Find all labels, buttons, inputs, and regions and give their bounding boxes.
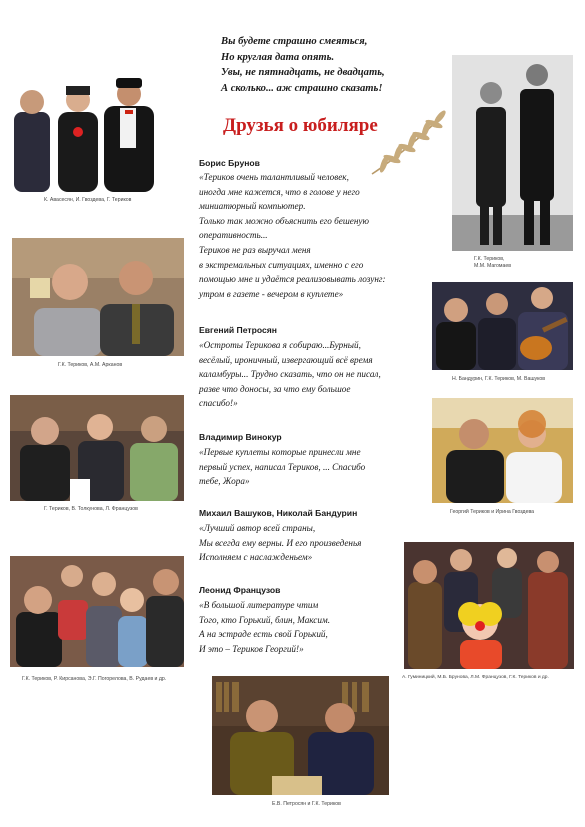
author-name: Леонид Французов [199, 585, 281, 595]
quote-line: оперативность... [199, 230, 268, 241]
photo-caption: Г.К. Териков, А.М. Арканов [58, 362, 123, 368]
photo-illustration [12, 238, 184, 356]
poem [221, 34, 431, 96]
photo-illustration [404, 542, 574, 669]
page-title: Друзья о юбиляре [223, 115, 378, 136]
quote-line: Мы всегда ему верны. И его произведенья [199, 537, 362, 548]
photo-illustration [10, 556, 184, 667]
quote-line: весёлый, ироничный, извергающий всё время [199, 354, 373, 365]
photo-caption: А. Гуминицкий, М.Б. Брунова, Л.М. Французов, Г.К. Териков и др. [402, 675, 549, 680]
photo-illustration [452, 55, 573, 251]
photo-caption: К. Авасесян, И. Гвоздева, Г. Териков [44, 197, 132, 203]
poem-line: Увы, не пятнадцать, не двадцать, [221, 67, 385, 79]
quote-line: Только так можно объяснить его бешеную [199, 215, 369, 226]
photo-illustration [10, 395, 184, 501]
photo-bandurin-terikov-vashukov [432, 282, 573, 370]
photo-caption: Е.В. Петросян и Г.К. Териков [272, 801, 341, 807]
quote-line: Териков не раз выручал меня [199, 244, 311, 255]
quote-line: «Лучший автор всей страны, [199, 523, 316, 533]
poem-line: Вы будете страшно смеяться, [221, 36, 368, 47]
poem-line: Но круглая дата опять. [221, 51, 335, 63]
quote-text [199, 445, 365, 489]
quote-text [199, 338, 381, 411]
author-name: Евгений Петросян [199, 325, 277, 335]
quote-line: помощью мне и удаётся реализовывать лозунг: [199, 274, 386, 285]
laurel-branch-icon [368, 108, 450, 178]
photo-group-kirsanova [10, 556, 184, 667]
quote-line: Того, кто Горький, блин, Максим. [199, 614, 331, 625]
photo-petrosyan-terikov [212, 676, 389, 795]
photo-group-clown [404, 542, 574, 669]
photo-caption: Г. Териков, В. Толкунова, Л. Французов [44, 506, 138, 512]
quote-line: «Териков очень талантливый человек, [199, 172, 349, 182]
quote-line: «Первые куплеты которые принесли мне [199, 447, 361, 457]
photo-illustration [432, 282, 573, 370]
quote-text [199, 521, 361, 565]
photo-illustration [212, 676, 389, 795]
quote-text [199, 598, 330, 656]
photo-caption: Георгий Териков и Ирина Гвоздева [450, 509, 535, 515]
quote-line: каламбуры... Трудно сказать, что он не писал, [199, 369, 381, 380]
photo-caption: Г.К. Териков, Р. Кирсанова, Э.Г. Погорелова, В. Рудаев и др. [22, 676, 167, 682]
photo-caption: Н. Бандурин, Г.К. Териков, М. Вашуков [452, 376, 546, 382]
quote-line: А на эстраде есть свой Горький, [199, 629, 328, 640]
quote-line: Исполняем с наслажденьем» [199, 552, 313, 563]
quote-line: миниатюрный компьютер. [199, 201, 306, 212]
quote-line: «В большой литературе чтим [199, 600, 319, 610]
poem-line: А сколько... аж страшно сказать! [221, 82, 383, 94]
photo-terikov-tolkunova-frantsuzov [10, 395, 184, 501]
author-name: Борис Брунов [199, 158, 260, 168]
author-name: Михаил Вашуков, Николай Бандурин [199, 508, 358, 518]
quote-line: первый успех, написал Териков, ... Спасибо [199, 461, 366, 472]
photo-terikov-arkanov [12, 238, 184, 356]
quote-line: тебе, Жора» [199, 476, 250, 487]
quote-line: спасибо!» [199, 398, 238, 409]
photo-caption: Г.К. Териков, [474, 256, 505, 262]
quote-line: разве что доносы, за что ему большое [199, 383, 351, 394]
quote-line: И это – Териков Георгий!» [199, 643, 304, 654]
photo-caption: М.М. Магомаев [474, 263, 511, 269]
photo-illustration [8, 72, 184, 192]
quote-text [199, 170, 386, 301]
photo-performers-trio [8, 72, 184, 192]
photo-illustration [432, 398, 573, 503]
quote-line: утром в газете - вечером в куплете» [199, 288, 344, 299]
photo-terikov-magomaev [452, 55, 573, 251]
quote-line: в экстремальных ситуациях, именно с его [199, 259, 364, 270]
author-name: Владимир Винокур [199, 432, 282, 442]
photo-terikov-gvozdeva [432, 398, 573, 503]
quote-line: «Остроты Терикова я собираю...Бурный, [199, 340, 361, 350]
quote-line: иногда мне кажется, что в голове у него [199, 186, 360, 197]
